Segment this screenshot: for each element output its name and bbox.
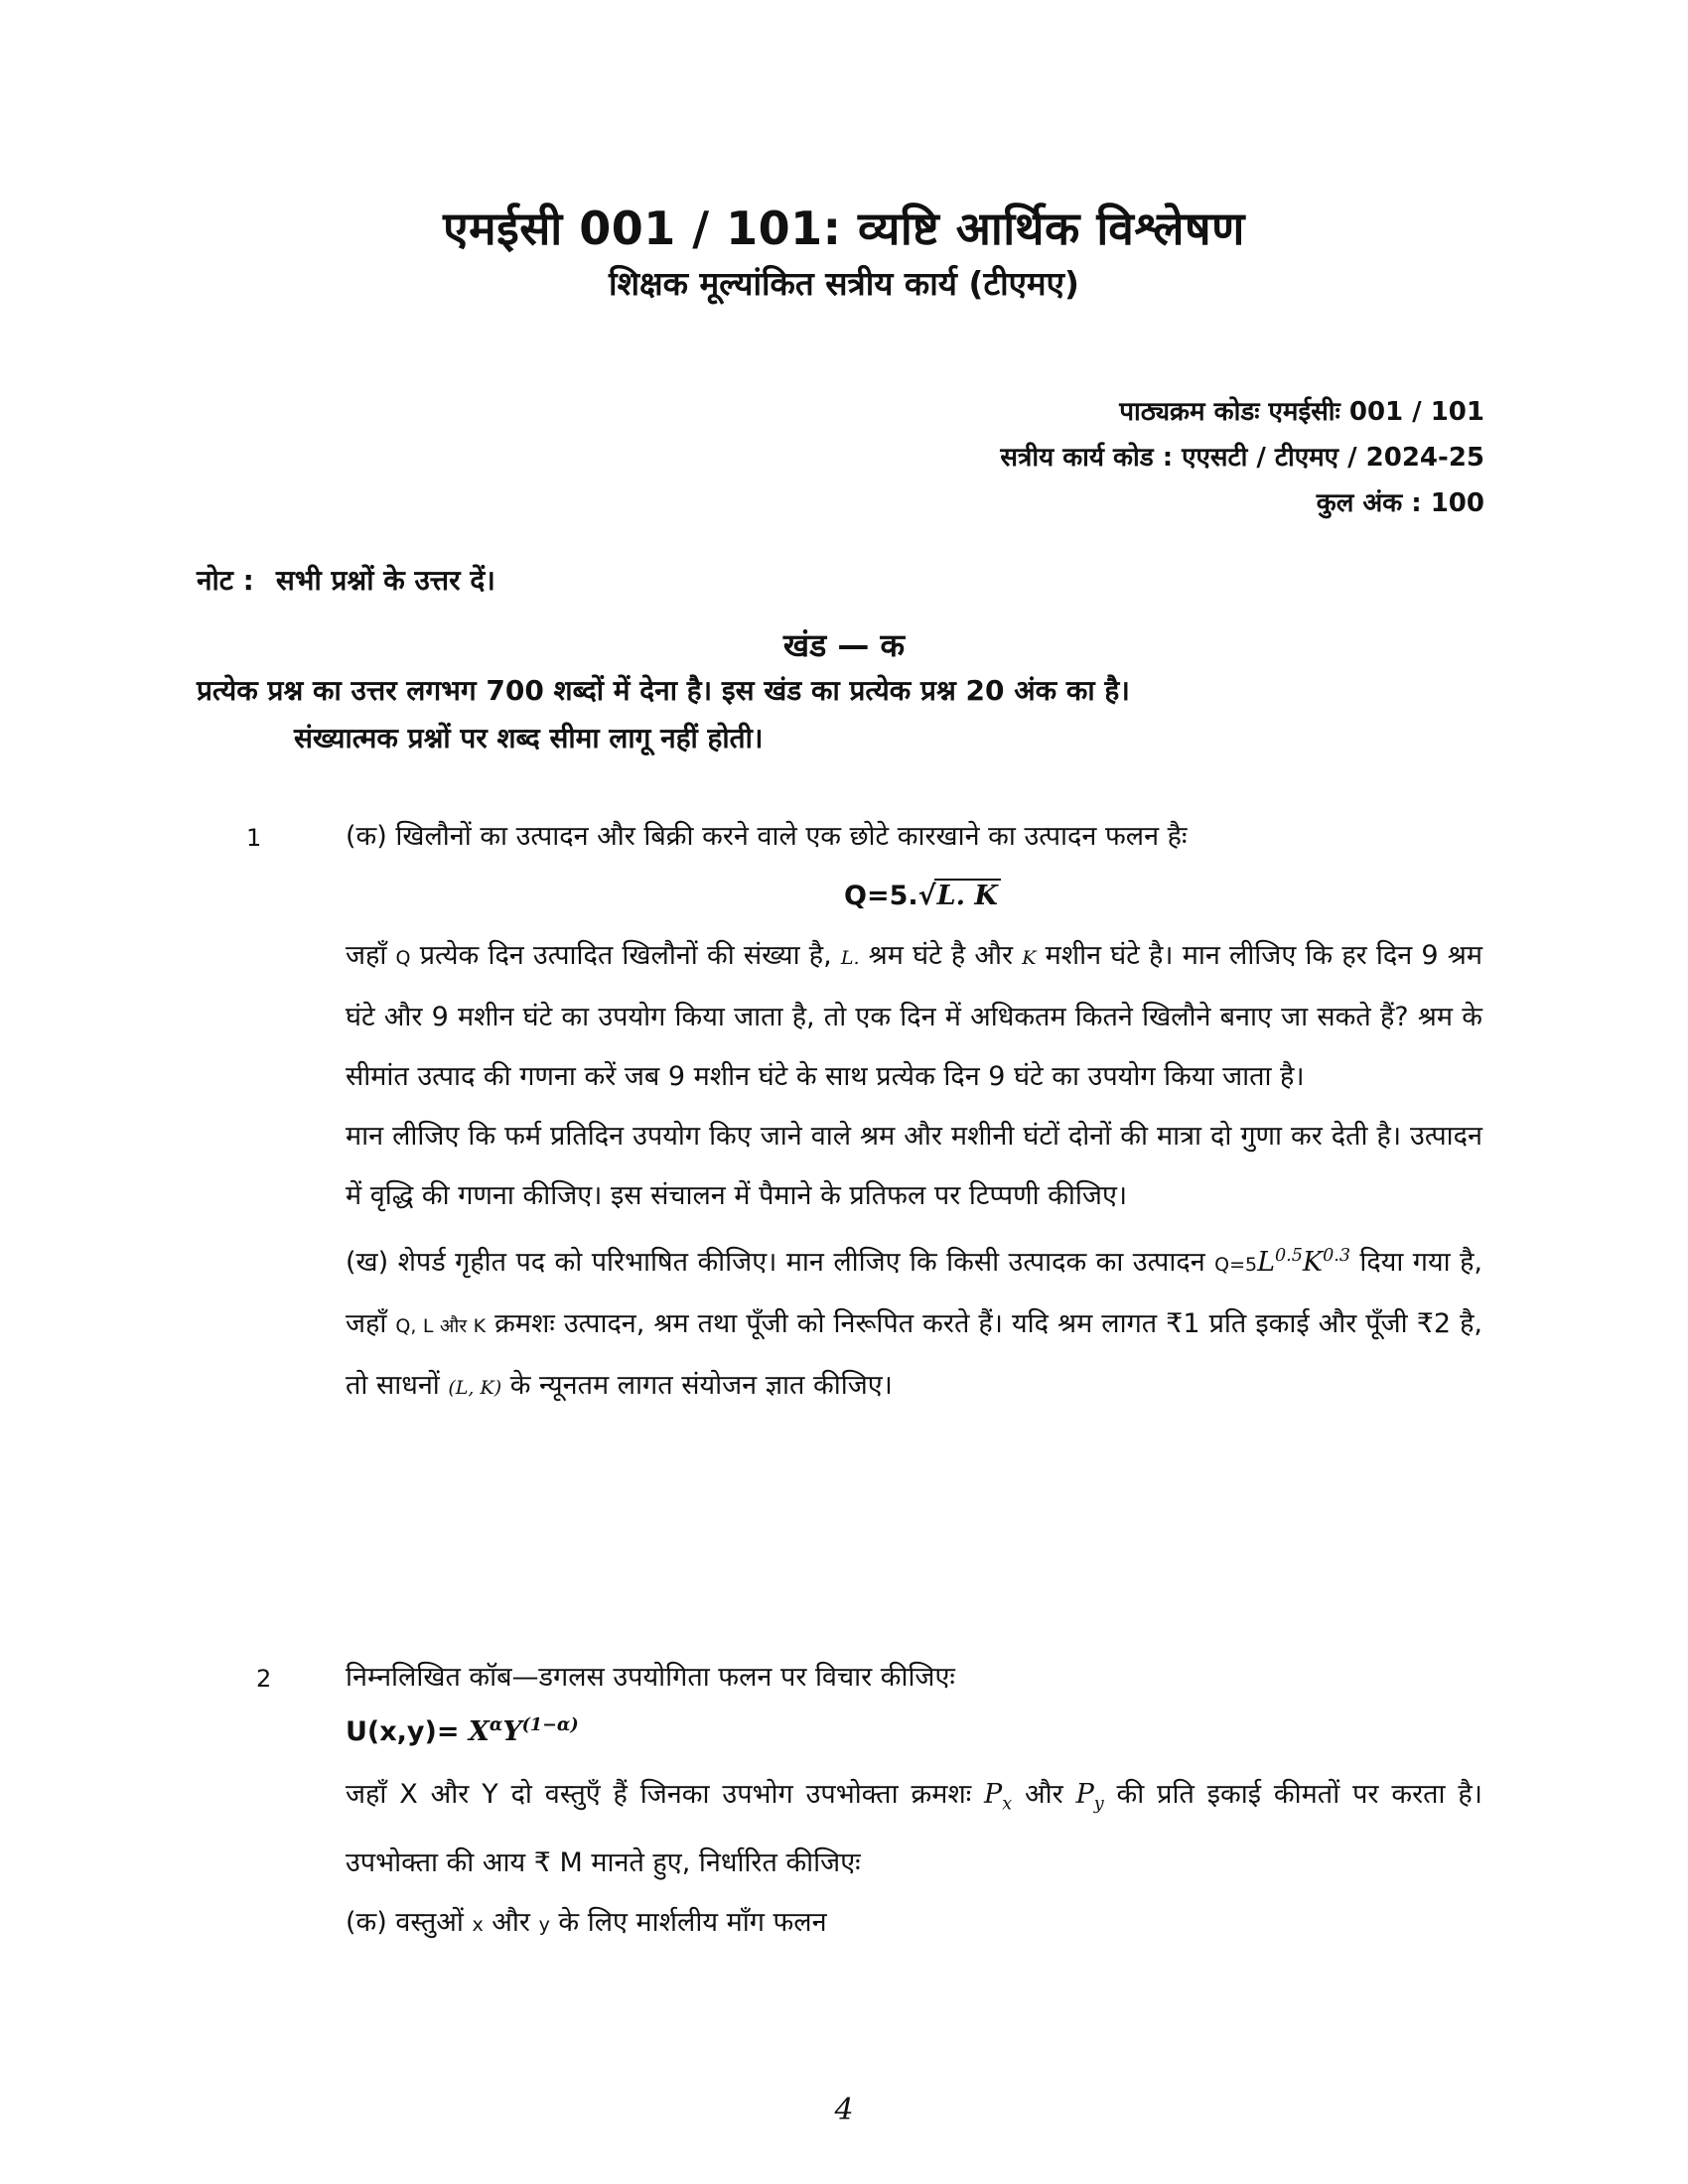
var-y: y [538,1914,550,1937]
var-k: K [1302,1247,1324,1278]
note [197,561,495,599]
question-2-part-a [346,1893,1482,1955]
question-1-part-b [346,1226,1482,1418]
question-2-para [346,1765,1482,1893]
question-1-para-1 [346,926,1482,1107]
question-1-intro-text: (क) खिलौनों का उत्पादन और बिक्री करने वाले एक छोटे कारखाने का उत्पादन फलन हैः [346,821,1188,852]
text-run: (ख) शेपर्ड गृहीत पद को परिभाषित कीजिए। मान लीजिए कि किसी उत्पादक का उत्पादन [346,1247,1215,1278]
text-run: दिया गया है, जहाँ [346,1247,1482,1339]
formula-prefix: Q=5. [844,881,918,911]
sub-x: x [1002,1794,1013,1815]
var-py: P [1075,1779,1094,1810]
var-k: K [1022,947,1037,969]
var-l: L. [840,947,860,969]
total-marks: कुल अंक : 100 [1316,488,1484,518]
text-run: के लिए मार्शलीय माँग फलन [549,1907,827,1939]
question-1-part-a-intro [346,807,1482,867]
text-run: क्रमशः उत्पादन, श्रम तथा पूँजी को निरूपित करते हैं। यदि श्रम लागत ₹1 प्रति इकाई और पूँजी ₹2 है, तो साधनों [346,1308,1482,1401]
var-x: x [472,1914,484,1937]
formula-q: Q=5 [1214,1254,1258,1276]
section-instruction-1: प्रत्येक प्रश्न का उत्तर लगभग 700 शब्दों में देना है। इस खंड का प्रत्येक प्रश्न 20 अंक का है। [197,674,1130,707]
question-2-intro-text: निम्नलिखित कॉब—डगलस उपयोगिता फलन पर विचार कीजिएः [346,1662,955,1693]
exp-l: 0.5 [1275,1246,1303,1266]
var-q: Q [395,947,411,969]
text-run: जहाँ X और Y दो वस्तुएँ हैं जिनका उपभोग उपभोक्ता क्रमशः [346,1779,985,1810]
section-instruction-2: संख्यात्मक प्रश्नों पर शब्द सीमा लागू नहीं होती। [294,722,764,754]
question-2-intro [346,1648,1482,1707]
text-run: प्रत्येक दिन उत्पादित खिलौनों की संख्या है, [410,940,841,971]
assignment-code: सत्रीय कार्य कोड : एएसटी / टीएमए / 2024-25 [1000,443,1484,473]
exp-y: (1−α) [521,1715,579,1735]
text-run: की प्रति इकाई कीमतों पर करता है। उपभोक्ता की आय ₹ M मानते हुए, निर्धारित कीजिएः [346,1779,1482,1879]
page-title: एमईसी 001 / 101: व्यष्टि आर्थिक विश्लेषण [443,202,1245,255]
exp-x: α [489,1715,503,1735]
course-code: पाठ्यक्रम कोडः एमईसीः 001 / 101 [1119,397,1484,427]
section-title: खंड — क [782,626,906,664]
sub-y: y [1093,1794,1104,1815]
question-2-formula [346,1715,579,1747]
exp-k: 0.3 [1323,1246,1350,1266]
var-l: L [1257,1247,1276,1278]
text-run: श्रम घंटे है और [859,940,1023,971]
vars-list: Q, L और K [395,1315,487,1337]
text-run: मशीन घंटे है। मान लीजिए कि हर दिन 9 श्रम घंटे और 9 मशीन घंटे का उपयोग किया जाता है, तो एक दिन में अधिकतम कितने खिलौने बनाए जा सकते हैं? श्रम के सीमांत उत्पाद की गणना करें जब 9 मशीन घंटे के साथ प्रत्येक दिन 9 घंटे का उपयोग किया जाता है। [346,940,1482,1092]
question-1-formula [844,879,1001,911]
page-subtitle: शिक्षक मूल्यांकित सत्रीय कार्य (टीएमए) [609,264,1079,303]
question-2-number: 2 [256,1665,272,1693]
page-number: 4 [834,2093,854,2127]
text-run: और [483,1907,539,1939]
text-run: के न्यूनतम लागत संयोजन ज्ञात कीजिए। [501,1370,893,1401]
question-1-para-2: मान लीजिए कि फर्म प्रतिदिन उपयोग किए जाने वाले श्रम और मशीनी घंटों दोनों की मात्रा दो गुणा कर देती है। उत्पादन में वृद्धि की गणना कीजिए। इस संचालन में पैमाने के प्रतिफल पर टिप्पणी कीजिए। [346,1121,1482,1211]
sqrt-sign: √ [917,881,936,911]
var-x: X [468,1716,490,1747]
var-lk: (L, K) [448,1377,502,1399]
text-run: और [1012,1779,1076,1810]
formula-root: L. K [934,879,1001,911]
course-meta [1000,389,1484,526]
question-2-body [346,1765,1482,1955]
var-y: Y [502,1716,522,1747]
question-1-body [346,926,1482,1418]
text-run: जहाँ [346,940,396,971]
note-text: सभी प्रश्नों के उत्तर दें। [275,564,495,597]
text-run: (क) वस्तुओं [346,1907,473,1939]
var-px: P [984,1779,1003,1810]
question-1-number: 1 [246,824,262,852]
formula-prefix: U(x,y)= [346,1716,469,1747]
note-label: नोट : [197,564,254,597]
